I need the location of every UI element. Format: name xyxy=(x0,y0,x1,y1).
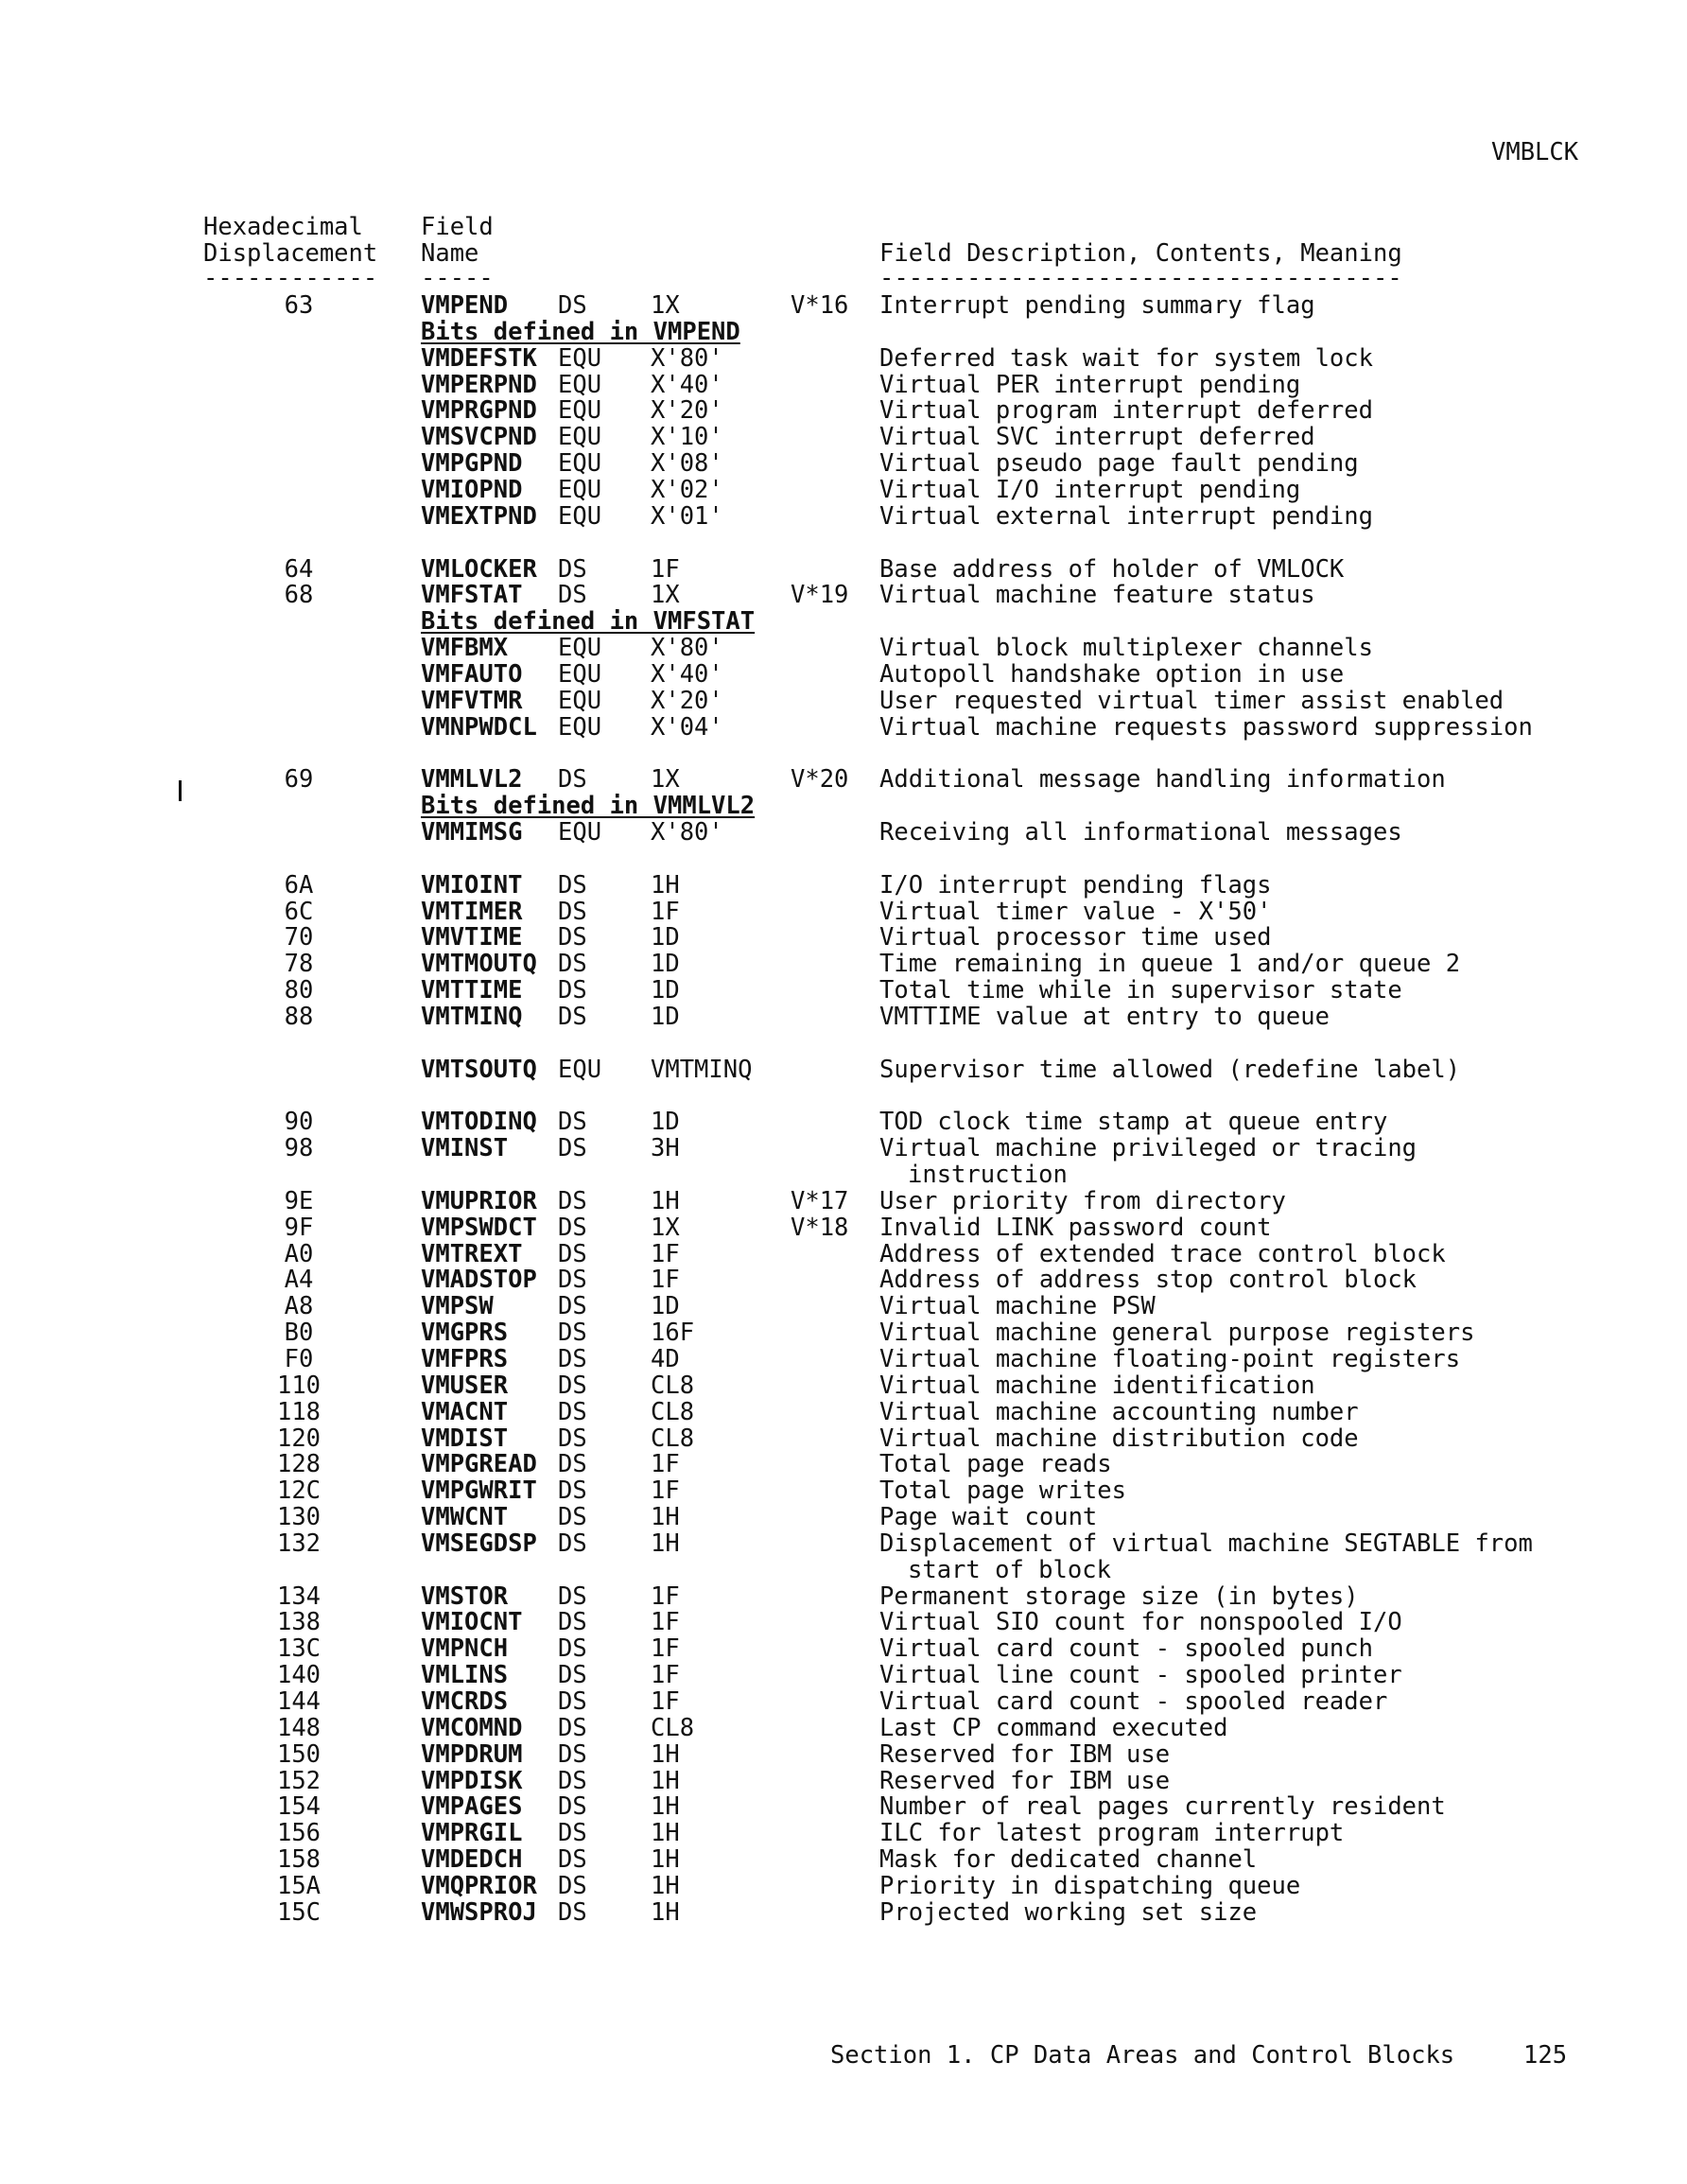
field-description: Reserved for IBM use xyxy=(879,1767,1171,1795)
hex-displacement: 128 xyxy=(276,1450,322,1478)
field-operand: 1F xyxy=(651,1634,680,1663)
field-operand: 1H xyxy=(651,1872,680,1900)
hex-displacement: A8 xyxy=(284,1292,314,1320)
field-description: Virtual machine requests password suppression xyxy=(879,713,1533,742)
field-description: Additional message handling information xyxy=(879,765,1446,794)
field-operand: 1X xyxy=(651,765,680,794)
field-directive: DS xyxy=(558,1634,587,1663)
running-header: VMBLCK xyxy=(1491,138,1579,166)
field-operand: 1F xyxy=(651,1240,680,1268)
field-name: VMPRGIL xyxy=(421,1819,523,1847)
field-name: VMTODINQ xyxy=(421,1108,537,1136)
field-description: Virtual I/O interrupt pending xyxy=(879,476,1301,504)
field-name: VMPEND xyxy=(421,291,509,320)
field-operand: 1F xyxy=(651,898,680,926)
field-directive: DS xyxy=(558,1503,587,1531)
field-operand: X'80' xyxy=(651,634,723,662)
field-description: TOD clock time stamp at queue entry xyxy=(879,1108,1388,1136)
hex-displacement: 120 xyxy=(276,1424,322,1453)
field-description: Page wait count xyxy=(879,1503,1098,1531)
hex-displacement: A0 xyxy=(284,1240,314,1268)
hex-displacement: 9F xyxy=(284,1214,314,1242)
hex-displacement: 70 xyxy=(284,923,314,952)
field-description: Virtual SIO count for nonspooled I/O xyxy=(879,1608,1402,1636)
hex-displacement: F0 xyxy=(284,1345,314,1373)
field-operand: 1H xyxy=(651,871,680,900)
field-operand: X'20' xyxy=(651,396,723,425)
field-directive: EQU xyxy=(558,713,602,742)
field-directive: DS xyxy=(558,871,587,900)
field-operand: 1F xyxy=(651,1608,680,1636)
field-name: VMTREXT xyxy=(421,1240,523,1268)
field-description: Permanent storage size (in bytes) xyxy=(879,1582,1359,1611)
field-operand: 1H xyxy=(651,1503,680,1531)
field-directive: DS xyxy=(558,765,587,794)
field-description-continuation: instruction xyxy=(908,1161,1068,1189)
field-description: Virtual external interrupt pending xyxy=(879,502,1373,531)
hex-displacement: A4 xyxy=(284,1266,314,1294)
field-directive: EQU xyxy=(558,687,602,715)
field-name: VMPDRUM xyxy=(421,1740,523,1769)
version-tag: V*19 xyxy=(791,581,849,609)
field-name: VMTTIME xyxy=(421,976,523,1005)
field-directive: EQU xyxy=(558,1056,602,1084)
field-directive: DS xyxy=(558,1792,587,1821)
version-tag: V*17 xyxy=(791,1187,849,1215)
field-operand: X'02' xyxy=(651,476,723,504)
field-description: Virtual machine floating-point registers xyxy=(879,1345,1461,1373)
hex-displacement: 80 xyxy=(284,976,314,1005)
hex-displacement: 15C xyxy=(276,1898,322,1927)
field-directive: DS xyxy=(558,1582,587,1611)
field-description: Mask for dedicated channel xyxy=(879,1845,1258,1874)
hex-displacement: 13C xyxy=(276,1634,322,1663)
field-description: Total time while in supervisor state xyxy=(879,976,1402,1005)
field-directive: DS xyxy=(558,1898,587,1927)
hex-displacement: 6C xyxy=(284,898,314,926)
field-operand: 1D xyxy=(651,950,680,978)
field-description: I/O interrupt pending flags xyxy=(879,871,1272,900)
field-description: Virtual machine feature status xyxy=(879,581,1315,609)
field-directive: DS xyxy=(558,1108,587,1136)
field-name: VMPDISK xyxy=(421,1767,523,1795)
field-name: VMPSWDCT xyxy=(421,1214,537,1242)
field-operand: 1H xyxy=(651,1845,680,1874)
hex-displacement: 148 xyxy=(276,1714,322,1742)
hex-displacement: 12C xyxy=(276,1476,322,1505)
field-directive: DS xyxy=(558,923,587,952)
footer-section-title: Section 1. CP Data Areas and Control Blocks xyxy=(830,2041,1455,2070)
field-directive: DS xyxy=(558,1845,587,1874)
field-description: Receiving all informational messages xyxy=(879,818,1402,847)
field-directive: DS xyxy=(558,1529,587,1558)
field-description: Invalid LINK password count xyxy=(879,1214,1272,1242)
field-directive: EQU xyxy=(558,818,602,847)
field-description: Virtual program interrupt deferred xyxy=(879,396,1373,425)
field-name: VMWCNT xyxy=(421,1503,509,1531)
version-tag: V*20 xyxy=(791,765,849,794)
field-name: VMPSW xyxy=(421,1292,494,1320)
field-description: Supervisor time allowed (redefine label) xyxy=(879,1056,1461,1084)
field-operand: 4D xyxy=(651,1345,680,1373)
field-directive: EQU xyxy=(558,634,602,662)
field-description: Virtual pseudo page fault pending xyxy=(879,449,1359,478)
field-directive: DS xyxy=(558,581,587,609)
field-operand: CL8 xyxy=(651,1398,695,1426)
field-operand: 1F xyxy=(651,1450,680,1478)
field-description: Virtual machine accounting number xyxy=(879,1398,1359,1426)
hex-displacement: 68 xyxy=(284,581,314,609)
footer-page-number: 125 xyxy=(1523,2041,1568,2070)
field-name: VMTMINQ xyxy=(421,1003,523,1031)
field-directive: DS xyxy=(558,555,587,584)
field-description: Virtual card count - spooled reader xyxy=(879,1687,1388,1716)
field-directive: DS xyxy=(558,1661,587,1689)
field-operand: 1D xyxy=(651,923,680,952)
field-directive: DS xyxy=(558,1872,587,1900)
field-name: VMPGREAD xyxy=(421,1450,537,1478)
bits-defined-heading: Bits defined in VMPEND xyxy=(421,318,740,346)
field-name: VMUPRIOR xyxy=(421,1187,537,1215)
field-description: Virtual machine general purpose registers xyxy=(879,1319,1475,1347)
field-operand: X'10' xyxy=(651,423,723,451)
hex-displacement: 144 xyxy=(276,1687,322,1716)
field-directive: DS xyxy=(558,1608,587,1636)
field-description: Virtual machine privileged or tracing xyxy=(879,1134,1417,1162)
field-description: Virtual processor time used xyxy=(879,923,1272,952)
field-operand: CL8 xyxy=(651,1714,695,1742)
field-name: VMTIMER xyxy=(421,898,523,926)
field-description: Virtual card count - spooled punch xyxy=(879,1634,1373,1663)
hex-displacement: 98 xyxy=(284,1134,314,1162)
field-name: VMVTIME xyxy=(421,923,523,952)
field-directive: DS xyxy=(558,1345,587,1373)
hex-displacement: 63 xyxy=(284,291,314,320)
field-description: Projected working set size xyxy=(879,1898,1258,1927)
field-directive: EQU xyxy=(558,396,602,425)
field-name: VMDEFSTK xyxy=(421,344,537,373)
field-operand: X'01' xyxy=(651,502,723,531)
hex-displacement: 154 xyxy=(276,1792,322,1821)
field-description-continuation: start of block xyxy=(908,1556,1111,1584)
field-directive: DS xyxy=(558,950,587,978)
change-bar xyxy=(179,780,182,801)
field-directive: DS xyxy=(558,1424,587,1453)
hex-displacement: 6A xyxy=(284,871,314,900)
field-operand: 1H xyxy=(651,1792,680,1821)
field-directive: DS xyxy=(558,1714,587,1742)
field-description: Virtual SVC interrupt deferred xyxy=(879,423,1315,451)
field-name: VMPGWRIT xyxy=(421,1476,537,1505)
field-name: VMADSTOP xyxy=(421,1266,537,1294)
field-operand: X'80' xyxy=(651,818,723,847)
field-name: VMDIST xyxy=(421,1424,509,1453)
field-operand: 1F xyxy=(651,1476,680,1505)
field-name: VMQPRIOR xyxy=(421,1872,537,1900)
field-name: VMPERPND xyxy=(421,371,537,399)
field-operand: 1H xyxy=(651,1187,680,1215)
field-name: VMMLVL2 xyxy=(421,765,523,794)
field-header-1: Field xyxy=(421,213,494,241)
field-directive: DS xyxy=(558,1740,587,1769)
field-operand: CL8 xyxy=(651,1424,695,1453)
hex-displacement: 134 xyxy=(276,1582,322,1611)
field-directive: DS xyxy=(558,1372,587,1400)
field-name: VMMIMSG xyxy=(421,818,523,847)
hex-displacement: 69 xyxy=(284,765,314,794)
field-name: VMEXTPND xyxy=(421,502,537,531)
hex-displacement: 110 xyxy=(276,1372,322,1400)
hex-header-2: Displacement xyxy=(203,239,378,268)
hex-displacement: 90 xyxy=(284,1108,314,1136)
hex-displacement: 88 xyxy=(284,1003,314,1031)
field-operand: 1D xyxy=(651,1292,680,1320)
hex-displacement: 78 xyxy=(284,950,314,978)
field-operand: 1X xyxy=(651,291,680,320)
field-name: VMIOCNT xyxy=(421,1608,523,1636)
field-name: VMPNCH xyxy=(421,1634,509,1663)
field-operand: 1H xyxy=(651,1740,680,1769)
field-directive: DS xyxy=(558,1266,587,1294)
hex-displacement: 138 xyxy=(276,1608,322,1636)
field-operand: X'08' xyxy=(651,449,723,478)
field-directive: DS xyxy=(558,1819,587,1847)
field-name: VMPGPND xyxy=(421,449,523,478)
field-name: VMWSPROJ xyxy=(421,1898,537,1927)
field-description: Last CP command executed xyxy=(879,1714,1228,1742)
field-name: VMGPRS xyxy=(421,1319,509,1347)
field-description: Deferred task wait for system lock xyxy=(879,344,1373,373)
desc-header: Field Description, Contents, Meaning xyxy=(879,239,1402,268)
field-name: VMIOPND xyxy=(421,476,523,504)
field-description: ILC for latest program interrupt xyxy=(879,1819,1345,1847)
field-description: Virtual PER interrupt pending xyxy=(879,371,1301,399)
field-name: VMACNT xyxy=(421,1398,509,1426)
field-name: VMNPWDCL xyxy=(421,713,537,742)
field-name: VMDEDCH xyxy=(421,1845,523,1874)
field-name: VMLINS xyxy=(421,1661,509,1689)
field-description: Total page reads xyxy=(879,1450,1112,1478)
field-description: Reserved for IBM use xyxy=(879,1740,1171,1769)
field-directive: EQU xyxy=(558,423,602,451)
field-directive: DS xyxy=(558,1187,587,1215)
field-name: VMLOCKER xyxy=(421,555,537,584)
field-operand: 3H xyxy=(651,1134,680,1162)
hex-header-1: Hexadecimal xyxy=(203,213,363,241)
field-name: VMTMOUTQ xyxy=(421,950,537,978)
field-description: Number of real pages currently resident xyxy=(879,1792,1446,1821)
field-directive: DS xyxy=(558,1003,587,1031)
field-operand: X'40' xyxy=(651,371,723,399)
field-directive: DS xyxy=(558,1292,587,1320)
field-operand: 1H xyxy=(651,1819,680,1847)
field-description: Virtual timer value - X'50' xyxy=(879,898,1272,926)
hex-displacement: 15A xyxy=(276,1872,322,1900)
field-operand: 1H xyxy=(651,1529,680,1558)
hex-displacement: 152 xyxy=(276,1767,322,1795)
field-directive: DS xyxy=(558,976,587,1005)
field-directive: DS xyxy=(558,898,587,926)
field-description: Address of address stop control block xyxy=(879,1266,1417,1294)
field-operand: VMTMINQ xyxy=(651,1056,753,1084)
version-tag: V*16 xyxy=(791,291,849,320)
field-operand: 1F xyxy=(651,1687,680,1716)
field-directive: EQU xyxy=(558,476,602,504)
field-directive: DS xyxy=(558,1240,587,1268)
field-operand: 1F xyxy=(651,1266,680,1294)
field-description: VMTTIME value at entry to queue xyxy=(879,1003,1330,1031)
field-directive: EQU xyxy=(558,502,602,531)
hex-header-rule: ------------ xyxy=(203,264,378,292)
field-operand: X'40' xyxy=(651,660,723,689)
field-directive: DS xyxy=(558,1450,587,1478)
field-name: VMINST xyxy=(421,1134,509,1162)
field-operand: 16F xyxy=(651,1319,695,1347)
field-operand: 1D xyxy=(651,976,680,1005)
field-description: Autopoll handshake option in use xyxy=(879,660,1345,689)
field-name: VMUSER xyxy=(421,1372,509,1400)
field-directive: DS xyxy=(558,1687,587,1716)
field-operand: 1F xyxy=(651,1582,680,1611)
field-description: Virtual machine identification xyxy=(879,1372,1315,1400)
version-tag: V*18 xyxy=(791,1214,849,1242)
field-directive: DS xyxy=(558,1398,587,1426)
field-directive: DS xyxy=(558,1134,587,1162)
bits-defined-heading: Bits defined in VMFSTAT xyxy=(421,607,756,636)
field-name: VMTSOUTQ xyxy=(421,1056,537,1084)
field-operand: X'04' xyxy=(651,713,723,742)
field-name: VMSEGDSP xyxy=(421,1529,537,1558)
field-description: User requested virtual timer assist enabled xyxy=(879,687,1504,715)
field-directive: EQU xyxy=(558,344,602,373)
hex-displacement: 130 xyxy=(276,1503,322,1531)
field-operand: X'20' xyxy=(651,687,723,715)
field-description: User priority from directory xyxy=(879,1187,1286,1215)
field-name: VMPRGPND xyxy=(421,396,537,425)
field-description: Displacement of virtual machine SEGTABLE from xyxy=(879,1529,1533,1558)
hex-displacement: B0 xyxy=(284,1319,314,1347)
bits-defined-heading: Bits defined in VMMLVL2 xyxy=(421,792,756,820)
field-operand: 1H xyxy=(651,1898,680,1927)
field-directive: EQU xyxy=(558,371,602,399)
field-directive: DS xyxy=(558,1214,587,1242)
field-description: Interrupt pending summary flag xyxy=(879,291,1315,320)
field-operand: CL8 xyxy=(651,1372,695,1400)
field-directive: EQU xyxy=(558,449,602,478)
field-name: VMPAGES xyxy=(421,1792,523,1821)
field-name: VMSVCPND xyxy=(421,423,537,451)
field-operand: 1X xyxy=(651,1214,680,1242)
field-description: Virtual line count - spooled printer xyxy=(879,1661,1402,1689)
field-header-2: Name xyxy=(421,239,479,268)
field-operand: 1D xyxy=(651,1003,680,1031)
hex-displacement: 118 xyxy=(276,1398,322,1426)
field-directive: DS xyxy=(558,1767,587,1795)
field-description: Base address of holder of VMLOCK xyxy=(879,555,1345,584)
hex-displacement: 132 xyxy=(276,1529,322,1558)
field-name: VMFAUTO xyxy=(421,660,523,689)
field-operand: 1H xyxy=(651,1767,680,1795)
field-description: Priority in dispatching queue xyxy=(879,1872,1301,1900)
field-header-rule: ----- xyxy=(421,264,494,292)
field-description: Virtual block multiplexer channels xyxy=(879,634,1373,662)
field-description: Time remaining in queue 1 and/or queue 2 xyxy=(879,950,1461,978)
field-description: Address of extended trace control block xyxy=(879,1240,1446,1268)
hex-displacement: 150 xyxy=(276,1740,322,1769)
field-name: VMIOINT xyxy=(421,871,523,900)
field-operand: 1F xyxy=(651,1661,680,1689)
field-name: VMSTOR xyxy=(421,1582,509,1611)
field-description: Virtual machine distribution code xyxy=(879,1424,1359,1453)
field-operand: X'80' xyxy=(651,344,723,373)
field-directive: DS xyxy=(558,1476,587,1505)
field-directive: EQU xyxy=(558,660,602,689)
hex-displacement: 64 xyxy=(284,555,314,584)
field-name: VMCOMND xyxy=(421,1714,523,1742)
hex-displacement: 158 xyxy=(276,1845,322,1874)
field-name: VMFBMX xyxy=(421,634,509,662)
field-operand: 1X xyxy=(651,581,680,609)
field-operand: 1F xyxy=(651,555,680,584)
field-name: VMCRDS xyxy=(421,1687,509,1716)
desc-header-rule: ------------------------------------ xyxy=(879,264,1402,292)
hex-displacement: 140 xyxy=(276,1661,322,1689)
field-name: VMFSTAT xyxy=(421,581,523,609)
field-directive: DS xyxy=(558,291,587,320)
field-operand: 1D xyxy=(651,1108,680,1136)
field-description: Virtual machine PSW xyxy=(879,1292,1156,1320)
field-directive: DS xyxy=(558,1319,587,1347)
hex-displacement: 9E xyxy=(284,1187,314,1215)
field-name: VMFVTMR xyxy=(421,687,523,715)
field-name: VMFPRS xyxy=(421,1345,509,1373)
field-description: Total page writes xyxy=(879,1476,1126,1505)
hex-displacement: 156 xyxy=(276,1819,322,1847)
